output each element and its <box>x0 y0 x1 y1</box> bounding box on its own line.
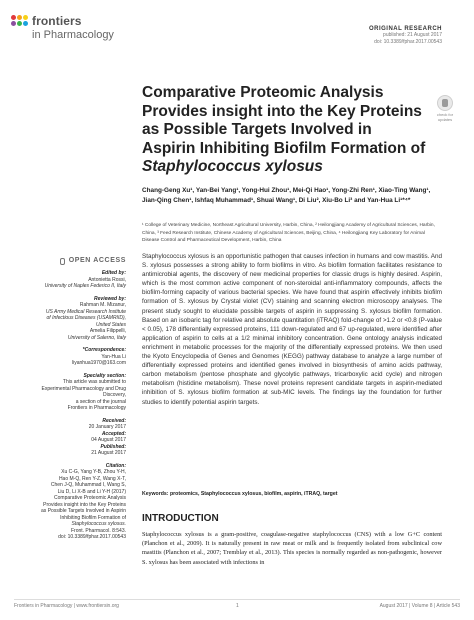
open-access-text: OPEN ACCESS <box>68 257 126 265</box>
specialty-line: Frontiers in Pharmacology <box>67 405 126 411</box>
reviewed-by-block <box>14 296 126 342</box>
reviewed-by-heading: Reviewed by: <box>94 295 126 302</box>
citation-heading: Citation: <box>105 462 126 469</box>
footer-journal[interactable]: Frontiers in Pharmacology | www.frontiersin.org <box>14 603 119 609</box>
reviewer-affiliation: of Infectious Diseases (USAMRIID), <box>46 315 126 321</box>
citation-line: Liu D, Li X-B and Li Y-H (2017) <box>57 488 126 495</box>
abstract-text: Staphylococcus xylosus is an opportunistic pathogen that causes infection in humans and cow mastitis. And S. xylosus possesses a strong ability to form biofilms in vitro. As biofilm formation facilitates resistance to antimicrobial agents, the discovery of new medicinal properties for classic drugs is highly desired. Aspirin, which is the most common active component of non-steroidal anti-inflammatory compounds, affects the biofilm-forming capacity of various bacterial species. We have found that aspirin effectively inhibits biofilm formation of S. xylosus by Crystal violet (CV) staining and scanning electron microscopy analyses. The present study sought to elucidate possible targets of aspirin in suppressing S. xylosus biofilm formation. Based on an isobaric tag for relative and absolute quantitation (iTRAQ) fold-change of >1.2 or <0.8 (P-value < 0.05), 178 differentially expressed proteins, 111 down-regulated and 67 up-regulated, were identified after application of aspirin to cells at a 1/2 minimal inhibitory concentration. Gene ontology analysis indicated enrichment in metabolic processes for the majority of the differentially expressed proteins. We then used the Kyoto Encyclopedia of Genes and Genomes (KEGG) pathway database to analyze a large number of differentially expressed proteins and identified genes involved in biosynthesis of amino acids pathway, carbon metabolism (pentose phosphate and glycolytic pathways, tricarboxylic acid cycle) and nitrogen metabolism (histidine metabolism). These novel proteins represent candidate targets in aspirin-mediated inhibition of S. xylosus biofilm formation at sub-MIC levels. The findings lay the foundation for further studies to identify potential aspirin targets. <box>142 253 442 406</box>
correspondent-name: Yan-Hua Li <box>101 353 126 360</box>
open-access-label <box>14 258 126 265</box>
title-main: Comparative Proteomic Analysis Provides insight into the Key Proteins as Possible Targets Involved in Aspirin Inhibiting Biofilm Formation of <box>142 84 426 157</box>
reviewer-affiliation: United States <box>95 321 126 328</box>
affiliations: ¹ College of Veterinary Medicine, Northeast Agricultural University, Harbin, China, ² Heilongjiang Academy of Agricultural Sciences, Harbin, China, ³ Feed Research Institute, Chinese Academy of Agricultural Sciences, Beijing, China, ⁴ Heilongjiang Key Laboratory for Animal Disease Control and Pharmaceutical Development, Harbin, China <box>142 223 435 243</box>
open-access-lock-icon <box>60 258 65 265</box>
editor-name: Antonietta Rossi, <box>88 276 126 283</box>
article-type: ORIGINAL RESEARCH <box>368 26 442 32</box>
specialty-line: This article was submitted to <box>62 379 126 385</box>
published-date: published: 21 August 2017 <box>383 32 442 38</box>
frontiers-logo[interactable] <box>11 14 121 48</box>
introduction-heading: INTRODUCTION <box>142 513 219 524</box>
page-footer <box>14 599 460 609</box>
published-label: Published: <box>100 443 126 450</box>
citation-doi[interactable]: doi: 10.3389/fphar.2017.00543 <box>58 534 126 540</box>
specialty-line: Experimental Pharmacology and Drug <box>41 385 126 392</box>
accepted-date: 04 August 2017 <box>91 437 126 443</box>
edited-by-block <box>14 270 126 290</box>
citation-line: Chen J-Q, Muhammad I, Wang S, <box>50 482 126 488</box>
dates-block <box>14 418 126 457</box>
edited-by-heading: Edited by: <box>101 270 126 276</box>
specialty-line: Discovery, <box>103 392 126 398</box>
check-for-updates-label[interactable]: check for updates <box>436 112 454 122</box>
correspondence-block <box>14 347 126 367</box>
received-label: Received: <box>102 417 126 424</box>
citation-block <box>14 463 126 541</box>
logo-text-journal: in Pharmacology <box>32 29 114 41</box>
article-sidebar <box>14 258 126 547</box>
abstract <box>142 252 442 407</box>
footer-issue: August 2017 | Volume 8 | Article 543 <box>379 603 460 609</box>
keywords <box>142 491 442 498</box>
check-for-updates-icon[interactable] <box>437 95 453 111</box>
editor-affiliation: University of Naples Federico II, Italy <box>44 283 126 289</box>
accepted-label: Accepted: <box>101 430 126 437</box>
author-list: Chang-Geng Xu¹, Yan-Bei Yang¹, Yong-Hui Zhou¹, Mei-Qi Hao¹, Yong-Zhi Ren¹, Xiao-Ting Wang¹, Jian-Qing Chen¹, Ishfaq Muhammad¹, Shuai Wang¹, Di Liu², Xiu-Bo Li³ and Yan-Hua Li¹*⁴* <box>142 187 431 204</box>
specialty-line: a section of the journal <box>75 398 126 405</box>
citation-line: Front. Pharmacol. 8:543. <box>70 527 126 534</box>
reviewer-name: Rahman M. Mizanur, <box>79 302 126 308</box>
title-species: Staphylococcus xylosus <box>142 158 323 175</box>
article-doi[interactable]: doi: 10.3389/fphar.2017.00543 <box>374 39 442 45</box>
reviewer-affiliation: University of Salerno, Italy <box>67 334 126 341</box>
article-title <box>142 84 427 177</box>
received-date: 20 January 2017 <box>88 424 126 430</box>
citation-line: Inhibiting Biofilm Formation of <box>60 514 126 521</box>
logo-text-frontiers: frontiers <box>32 14 82 28</box>
reviewer-affiliation: US Army Medical Research Institute <box>45 308 126 315</box>
citation-line: Staphylococcus xylosus. <box>71 521 126 527</box>
article-meta-header <box>242 26 442 46</box>
specialty-heading: Specialty section: <box>83 372 126 379</box>
citation-line: Xu C-G, Yang Y-B, Zhou Y-H, <box>61 469 126 475</box>
keywords-label: Keywords: <box>142 491 169 497</box>
specialty-section-block <box>14 373 126 412</box>
citation-line: Hao M-Q, Ren Y-Z, Wang X-T, <box>58 475 126 482</box>
correspondence-heading: *Correspondence: <box>82 347 126 353</box>
correspondent-email[interactable]: liyanhua1970@163.com <box>71 360 126 366</box>
citation-line: Comparative Proteomic Analysis <box>54 495 126 501</box>
citation-line: Provides insight into the Key Proteins <box>43 501 126 508</box>
footer-page-number: 1 <box>236 603 239 609</box>
reviewer-name: Amelia Filippelli, <box>89 328 126 334</box>
frontiers-logo-mark-icon <box>11 15 29 33</box>
published-value: 21 August 2017 <box>91 450 126 456</box>
keywords-list: proteomics, Staphylococcus xylosus, biofilm, aspirin, iTRAQ, target <box>169 491 338 497</box>
introduction-text: Staphylococcus xylosus is a gram-positive, coagulase-negative staphylococcus (CNS) with a low G+C content (Planchon et al., 2009). It is naturally present in raw meat or milk and is frequently isolated from subclinical cow mastitis (Planchon et al., 2007; Tremblay et al., 2013). This species is normally regarded as non-pathogenic, however S. xylosus has been associated with infections in <box>142 531 442 566</box>
citation-line: as Possible Targets Involved in Aspirin <box>41 508 126 514</box>
